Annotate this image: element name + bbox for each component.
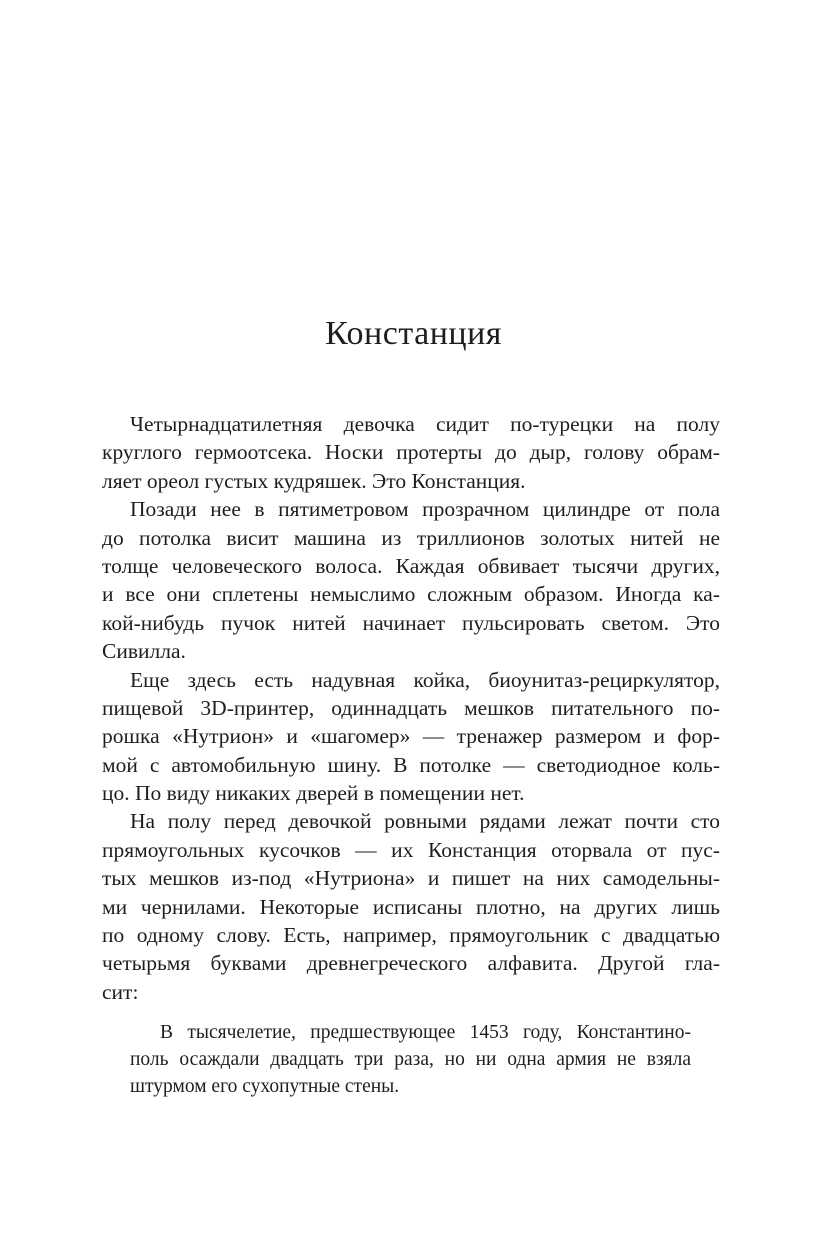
text-line: прямоугольных кусочков — их Констанция оторвала от пус- xyxy=(102,837,720,862)
quote-line: поль осаждали двадцать три раза, но ни одна армия не взяла xyxy=(130,1049,691,1070)
text-line: до потолка висит машина из триллионов золотых нитей не xyxy=(102,525,720,550)
text-line: ляет ореол густых кудряшек. Это Констанция. xyxy=(102,468,526,493)
paragraph-3 xyxy=(102,666,720,808)
paragraph-2 xyxy=(102,495,720,665)
text-line: по одному слову. Есть, например, прямоугольник с двадцатью xyxy=(102,923,720,948)
paragraph-1 xyxy=(102,410,720,495)
text-line: Сивилла. xyxy=(102,639,186,664)
text-line: пищевой 3D-принтер, одиннадцать мешков питательного по- xyxy=(102,695,720,720)
text-line: рошка «Нутрион» и «шагомер» — тренажер размером и фор- xyxy=(102,724,720,749)
text-line: четырьмя буквами древнегреческого алфавита. Другой гла- xyxy=(102,951,720,976)
chapter-title: Констанция xyxy=(325,315,502,352)
text-line: тых мешков из-под «Нутриона» и пишет на них самодельны- xyxy=(102,866,720,891)
text-line: Позади нее в пятиметровом прозрачном цилиндре от пола xyxy=(130,497,720,522)
paragraph-4 xyxy=(102,807,720,1006)
chapter-body xyxy=(102,410,720,1006)
quote-line: штурмом его сухопутные стены. xyxy=(130,1076,400,1097)
text-line: цо. По виду никаких дверей в помещении нет. xyxy=(102,781,525,806)
text-line: и все они сплетены немыслимо сложным образом. Иногда ка- xyxy=(102,582,720,607)
text-line: Четырнадцатилетняя девочка сидит по-турецки на полу xyxy=(130,412,720,436)
text-line: На полу перед девочкой ровными рядами лежат почти сто xyxy=(130,809,720,834)
text-line: сит: xyxy=(102,979,139,1004)
text-line: мой с автомобильную шину. В потолке — светодиодное коль- xyxy=(102,752,720,777)
text-line: круглого гермоотсека. Носки протерты до дыр, голову обрам- xyxy=(102,440,720,465)
block-quote xyxy=(130,1019,691,1100)
text-line: Еще здесь есть надувная койка, биоунитаз-рециркулятор, xyxy=(130,667,720,692)
quote-line: В тысячелетие, предшествующее 1453 году, Константино- xyxy=(160,1022,691,1043)
text-line: толще человеческого волоса. Каждая обвивает тысячи других, xyxy=(102,553,720,578)
text-line: кой-нибудь пучок нитей начинает пульсировать светом. Это xyxy=(102,610,720,635)
text-line: ми чернилами. Некоторые исписаны плотно, на других лишь xyxy=(102,894,720,919)
